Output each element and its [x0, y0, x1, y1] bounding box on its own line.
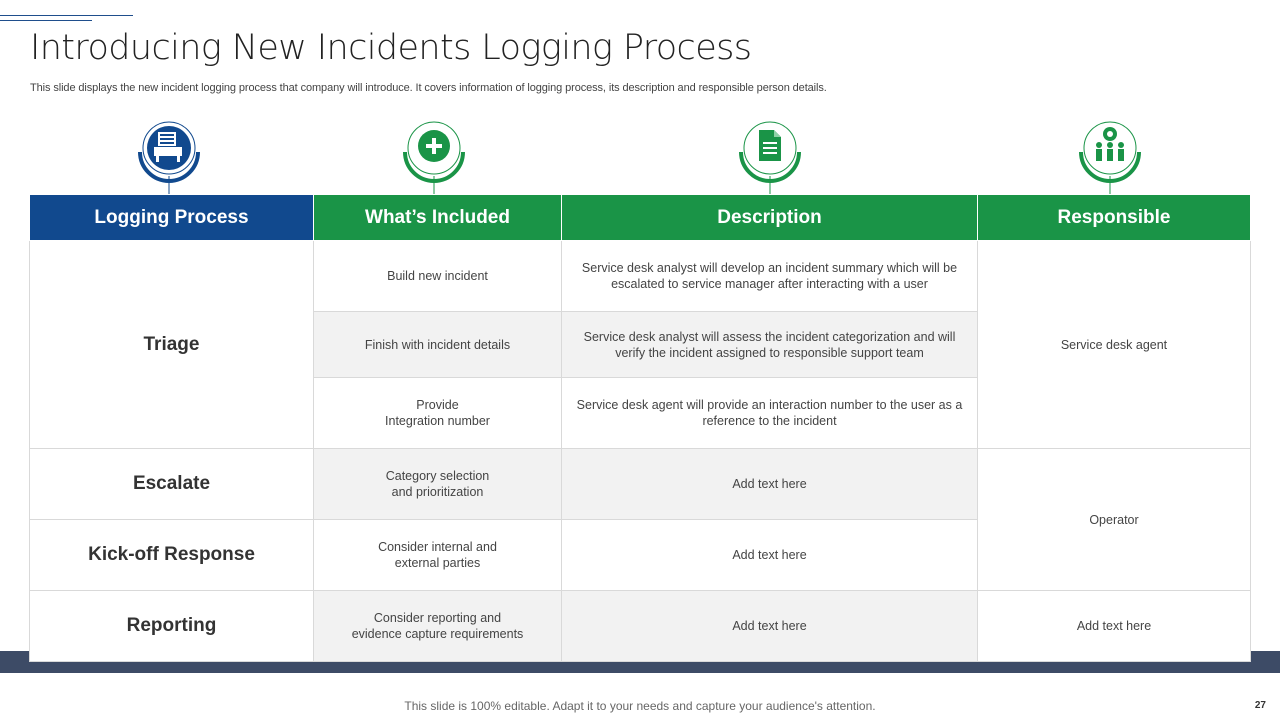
included-cell: Category selection and prioritization — [314, 449, 562, 520]
footer-note: This slide is 100% editable. Adapt it to your needs and capture your audience's attention. — [404, 699, 876, 713]
logging-process-table — [29, 194, 1251, 662]
page-title: Introducing New Incidents Logging Process — [30, 28, 752, 68]
table-row — [30, 449, 1251, 520]
header-responsible: Responsible — [978, 195, 1251, 241]
included-cell: Consider reporting and evidence capture requirements — [314, 591, 562, 662]
responsible-cell: Add text here — [978, 591, 1251, 662]
table-row — [30, 241, 1251, 312]
process-escalate: Escalate — [30, 449, 314, 520]
description-cell: Service desk analyst will assess the incident categorization and will verify the incident assigned to responsible support team — [562, 312, 978, 378]
header-logging-process: Logging Process — [30, 195, 314, 241]
included-cell: Provide Integration number — [314, 378, 562, 449]
process-kickoff-response: Kick-off Response — [30, 520, 314, 591]
header-whats-included: What’s Included — [314, 195, 562, 241]
description-cell: Service desk agent will provide an interaction number to the user as a reference to the incident — [562, 378, 978, 449]
process-triage: Triage — [30, 241, 314, 449]
team-gear-icon — [1077, 118, 1143, 194]
included-cell: Build new incident — [314, 241, 562, 312]
description-cell: Add text here — [562, 520, 978, 591]
page-number: 27 — [1254, 700, 1266, 711]
file-lines-icon — [737, 118, 803, 194]
document-stack-icon — [136, 118, 202, 194]
table-row — [30, 591, 1251, 662]
page-subtitle: This slide displays the new incident logging process that company will introduce. It covers information of logging process, its description and responsible person details. — [30, 82, 827, 94]
top-accent-line — [0, 15, 133, 16]
top-accent-line-short — [0, 20, 92, 21]
responsible-service-desk-agent: Service desk agent — [978, 241, 1251, 449]
plus-icon — [401, 118, 467, 194]
description-cell: Add text here — [562, 449, 978, 520]
description-cell: Add text here — [562, 591, 978, 662]
included-cell: Consider internal and external parties — [314, 520, 562, 591]
header-description: Description — [562, 195, 978, 241]
included-cell: Finish with incident details — [314, 312, 562, 378]
process-reporting: Reporting — [30, 591, 314, 662]
description-cell: Service desk analyst will develop an incident summary which will be escalated to service manager after interacting with a user — [562, 241, 978, 312]
responsible-operator: Operator — [978, 449, 1251, 591]
